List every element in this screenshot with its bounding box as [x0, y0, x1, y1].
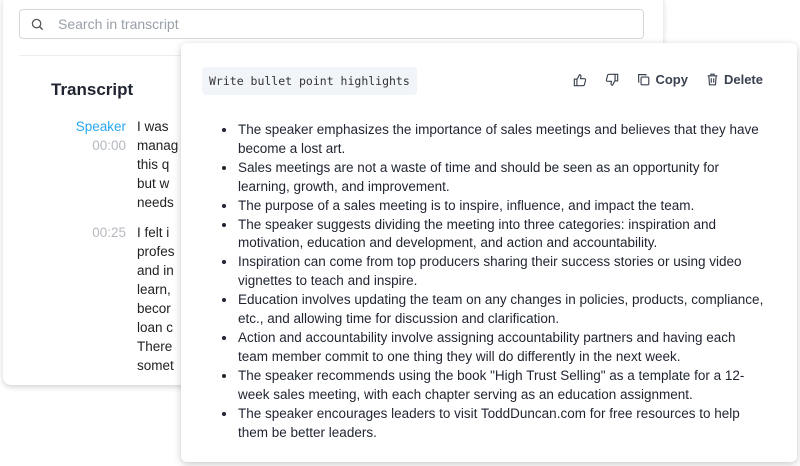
- copy-label: Copy: [655, 72, 688, 87]
- transcript-line: profes: [137, 244, 175, 259]
- highlight-item: • Action and accountability involve assigning accountability partners and having each team member commit to one thing they will do differently in the next week.: [237, 329, 767, 367]
- transcript-line: There: [137, 339, 173, 354]
- transcript-line: I was: [137, 119, 169, 134]
- highlight-item: • The speaker suggests dividing the meeting into three categories: inspiration and motivation, education and development, and action and accountability.: [237, 216, 767, 254]
- thumbs-up-icon: [573, 73, 587, 87]
- timestamp[interactable]: 00:00: [92, 138, 126, 153]
- card-actions: [573, 72, 763, 87]
- transcript-line: needs: [137, 195, 174, 210]
- search-box[interactable]: [19, 9, 644, 39]
- transcript-entry: [43, 117, 178, 212]
- copy-button[interactable]: [637, 72, 688, 87]
- transcript-title: Transcript: [51, 80, 134, 99]
- transcript-line: but w: [137, 176, 170, 191]
- highlight-item: • The purpose of a sales meeting is to inspire, influence, and impact the team.: [237, 197, 767, 216]
- highlights-card: [181, 43, 797, 462]
- timestamp[interactable]: 00:25: [92, 225, 126, 240]
- search-icon: [31, 18, 44, 31]
- search-input[interactable]: [58, 16, 558, 32]
- highlight-item: • The speaker recommends using the book "High Trust Selling" as a template for a 12-week sales meeting, with each chapter serving as an education assignment.: [237, 367, 767, 405]
- prompt-chip: Write bullet point highlights: [202, 67, 417, 95]
- highlight-item: • The speaker emphasizes the importance of sales meetings and believes that they have become a lost art.: [237, 121, 767, 159]
- transcript-entry: [43, 223, 175, 375]
- transcript-line: I felt i: [137, 225, 170, 240]
- trash-icon: [706, 73, 719, 86]
- transcript-line: becor: [137, 301, 171, 316]
- transcript-line: loan c: [137, 320, 174, 335]
- delete-button[interactable]: [706, 72, 763, 87]
- copy-icon: [637, 73, 650, 86]
- highlight-item: • Education involves updating the team on any changes in policies, products, compliance, etc., and allowing time for discussion and clarification.: [237, 291, 767, 329]
- transcript-line: learn,: [137, 282, 171, 297]
- thumbs-down-icon: [605, 73, 619, 87]
- transcript-line: somet: [137, 358, 174, 373]
- highlight-item: • Sales meetings are not a waste of time and should be seen as an opportunity for learning, growth, and improvement.: [237, 159, 767, 197]
- transcript-line: manag: [137, 138, 179, 153]
- transcript-line: and in: [137, 263, 174, 278]
- thumbs-down-button[interactable]: [605, 73, 619, 87]
- delete-label: Delete: [723, 72, 763, 87]
- highlight-item: • Inspiration can come from top producers sharing their success stories or using video vignettes to teach and inspire.: [237, 253, 767, 291]
- highlights-list: [237, 121, 767, 442]
- thumbs-up-button[interactable]: [573, 73, 587, 87]
- speaker-name[interactable]: Speaker: [75, 119, 126, 134]
- transcript-line: this q: [137, 157, 170, 172]
- highlight-item: • The speaker encourages leaders to visit ToddDuncan.com for free resources to help them be better leaders.: [237, 405, 767, 443]
